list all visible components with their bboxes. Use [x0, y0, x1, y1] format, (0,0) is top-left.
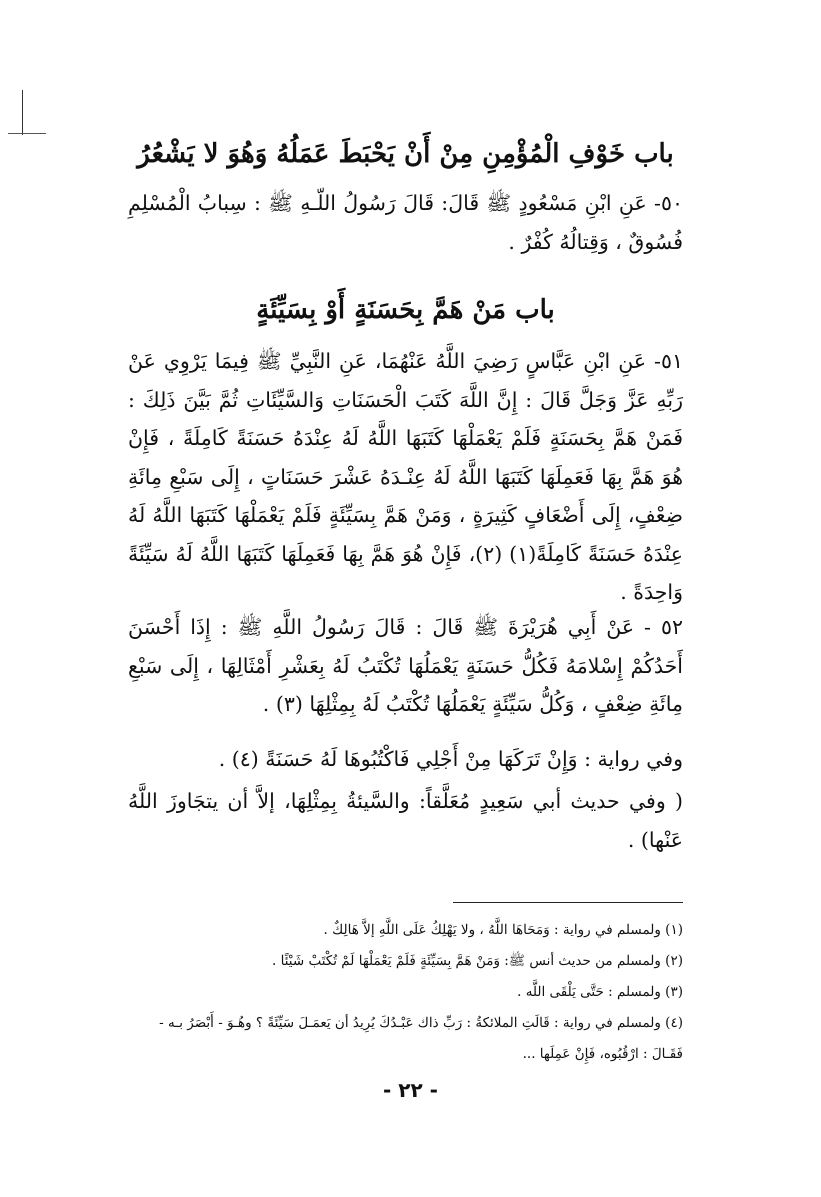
abu-said-text: ( وفي حديث أبي سَعِيدٍ مُعَلَّقاً: والسَّيئةُ بِمِثْلِهَا، إلاَّ أن يتجَاوزَ اللَّهُ عَنْها) . [128, 789, 683, 852]
hadith-52 [128, 608, 683, 724]
footnote-2: (٢) ولمسلم من حديث أنس ﷺ: وَمَنْ هَمَّ بِسَيِّئَةٍ فَلَمْ يَعْمَلْهَا لَمْ تُكْتَبْ شَيْئًا . [272, 953, 683, 969]
abu-said-paragraph [128, 782, 683, 859]
footnotes [128, 915, 683, 1070]
hadith-51 [128, 342, 683, 612]
hadith-51-text: ٥١- عَنِ ابْنِ عَبَّاسٍ رَضِيَ اللَّهُ عَنْهُمَا، عَنِ النَّبِيِّ ﷺ فِيمَا يَرْوِي عَنْ رَبِّهِ عَزَّ وَجَلَّ قَالَ : إِنَّ اللَّهَ كَتَبَ الْحَسَنَاتِ وَالسَّيِّئَاتِ ثُمَّ بَيَّنَ ذَلِكَ : فَمَنْ هَمَّ بِحَسَنَةٍ فَلَمْ يَعْمَلْهَا كَتَبَهَا اللَّهُ لَهُ عِنْدَهُ حَسَنَةً كَامِلَةً ، فَإِنْ هُوَ هَمَّ بِهَا فَعَمِلَهَا كَتَبَهَا اللَّهُ لَهُ عِنْـدَهُ عَشْرَ حَسَنَاتٍ ، إِلَى سَبْعِ مِائَةِ ضِعْفٍ، إِلَى أَضْعَافٍ كَثِيرَةٍ ، وَمَنْ هَمَّ بِسَيِّئَةٍ فَلَمْ يَعْمَلْهَا كَتَبَهَا اللَّهُ لَهُ عِنْدَهُ حَسَنَةً كَامِلَةً(١) (٢)، فَإِنْ هُوَ هَمَّ بِهَا فَعَمِلَهَا كَتَبَهَا اللَّهُ لَهُ سَيِّئَةً وَاحِدَةً . [128, 349, 683, 604]
riwaya-text: وفي رواية : وَإِنْ تَرَكَهَا مِنْ أَجْلِي فَاكْتُبُوهَا لَهُ حَسَنَةً (٤) . [218, 747, 683, 771]
chapter-heading-1: باب خَوْفِ الْمُؤْمِنِ مِنْ أَنْ يَحْبَطَ عَمَلُهُ وَهُوَ لا يَشْعُرُ [137, 139, 674, 169]
margin-line [8, 133, 46, 134]
footnote-3: (٣) ولمسلم : حَتَّى يَلْقَى اللَّه . [517, 984, 683, 1000]
riwaya-paragraph [128, 740, 683, 779]
hadith-50-text: ٥٠- عَنِ ابْنِ مَسْعُودٍ ﷺ قَالَ: قَالَ رَسُولُ اللّـهِ ﷺ : سِبابُ الْمُسْلِمِ فُسُوقٌ ، وَقِتالُهُ كُفْرٌ . [128, 191, 683, 254]
hadith-52-text: ٥٢ - عَنْ أَبِي هُرَيْرَةَ ﷺ قَالَ : قَالَ رَسُولُ اللَّهِ ﷺ : إِذَا أَحْسَنَ أَحَدُكُمْ إِسْلامَهُ فَكُلُّ حَسَنَةٍ يَعْمَلُهَا تُكْتَبُ لَهُ بِعَشْرِ أَمْثَالِهَا ، إِلَى سَبْعِ مِائَةِ ضِعْفٍ ، وَكُلُّ سَيِّئَةٍ يَعْمَلُهَا تُكْتَبُ لَهُ بِمِثْلِهَا (٣) . [128, 615, 683, 716]
hadith-50 [128, 184, 683, 261]
page-number: - ٢٢ - [383, 1078, 438, 1102]
footnote-4: (٤) ولمسلم في رواية : قَالَتِ الملائكةُ : رَبِّ ذاك عَبْـدُكَ يُرِيدُ أن يَعمَـلَ سَيِّئَةً ؟ وهُـوَ - أَبْصَرُ بـه - فَقَـالَ : ارْقُبُوه، فَإِنْ عَمِلَها ... [159, 1015, 683, 1062]
chapter-heading-2: باب مَنْ هَمَّ بِحَسَنَةٍ أَوْ بِسَيِّئَةٍ [256, 295, 555, 325]
footnote-1: (١) ولمسلم في رواية : وَمَحَاهَا اللَّهُ ، ولا يَهْلِكُ عَلَى اللَّهِ إلاَّ هَالِكٌ . [323, 922, 683, 938]
margin-mark [22, 90, 23, 135]
footnote-divider [453, 902, 683, 903]
